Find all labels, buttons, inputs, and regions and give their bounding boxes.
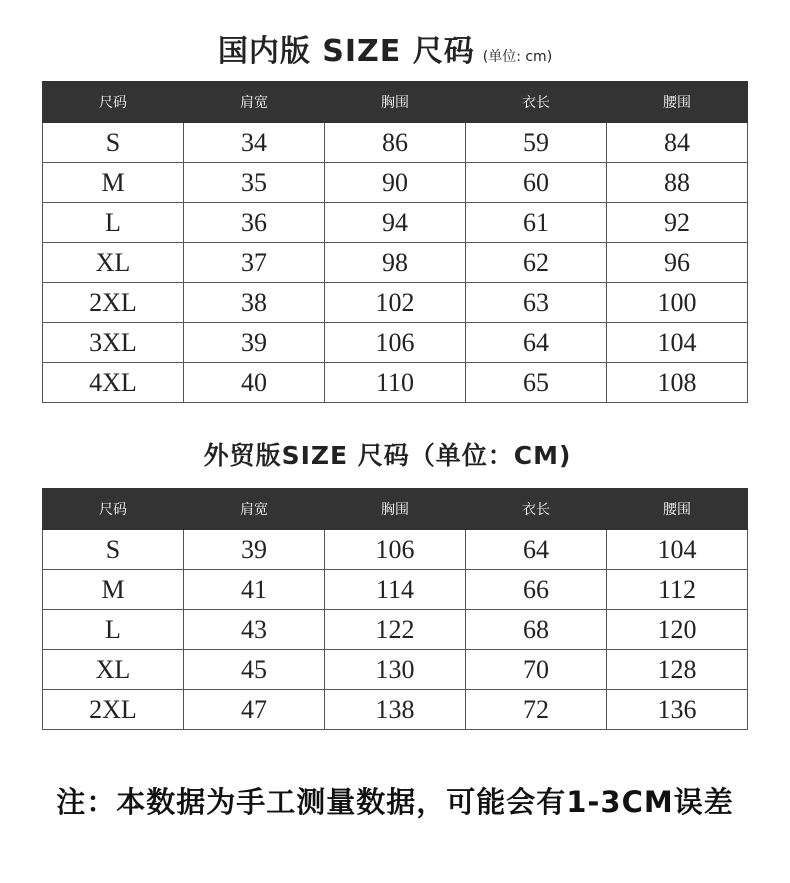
- header-cell-shoulder: 肩宽: [184, 489, 325, 530]
- table-cell: 104: [607, 530, 748, 570]
- table-row: [43, 203, 748, 243]
- table-cell: 98: [325, 243, 466, 283]
- table-cell: 65: [466, 363, 607, 403]
- table-cell: 60: [466, 163, 607, 203]
- table-cell: 114: [325, 570, 466, 610]
- table-cell: 122: [325, 610, 466, 650]
- table-cell: M: [43, 163, 184, 203]
- table-cell: 88: [607, 163, 748, 203]
- table-cell: 90: [325, 163, 466, 203]
- table-header-row: [43, 82, 748, 123]
- table-cell: 66: [466, 570, 607, 610]
- header-cell-chest: 胸围: [325, 82, 466, 123]
- table-cell: 41: [184, 570, 325, 610]
- header-cell-length: 衣长: [466, 489, 607, 530]
- table-cell: 86: [325, 123, 466, 163]
- domestic-size-table: [42, 81, 748, 403]
- table-cell: 2XL: [43, 690, 184, 730]
- table-cell: 94: [325, 203, 466, 243]
- table-row: [43, 283, 748, 323]
- table-cell: 72: [466, 690, 607, 730]
- domestic-size-title: [0, 26, 770, 70]
- table-cell: 37: [184, 243, 325, 283]
- domestic-title-text: 国内版 SIZE 尺码: [217, 34, 475, 69]
- table-row: [43, 530, 748, 570]
- table-cell: 102: [325, 283, 466, 323]
- table-cell: 36: [184, 203, 325, 243]
- table-cell: 59: [466, 123, 607, 163]
- header-cell-size: 尺码: [43, 82, 184, 123]
- table-cell: 104: [607, 323, 748, 363]
- table-cell: 84: [607, 123, 748, 163]
- table-cell: 106: [325, 323, 466, 363]
- table-cell: 63: [466, 283, 607, 323]
- table-row: [43, 570, 748, 610]
- table-cell: 45: [184, 650, 325, 690]
- header-cell-chest: 胸围: [325, 489, 466, 530]
- table-cell: 61: [466, 203, 607, 243]
- table-header-row: [43, 489, 748, 530]
- table-cell: 128: [607, 650, 748, 690]
- table-cell: 106: [325, 530, 466, 570]
- table-row: [43, 690, 748, 730]
- table-cell: 62: [466, 243, 607, 283]
- table-cell: S: [43, 123, 184, 163]
- table-cell: XL: [43, 650, 184, 690]
- table-cell: 120: [607, 610, 748, 650]
- table-cell: 100: [607, 283, 748, 323]
- table-cell: 64: [466, 323, 607, 363]
- export-size-table: [42, 488, 748, 730]
- table-cell: 130: [325, 650, 466, 690]
- header-cell-length: 衣长: [466, 82, 607, 123]
- table-cell: 112: [607, 570, 748, 610]
- table-cell: 68: [466, 610, 607, 650]
- table-row: [43, 650, 748, 690]
- table-row: [43, 363, 748, 403]
- table-cell: 64: [466, 530, 607, 570]
- table-cell: 138: [325, 690, 466, 730]
- table-cell: 39: [184, 530, 325, 570]
- header-cell-shoulder: 肩宽: [184, 82, 325, 123]
- table-row: [43, 243, 748, 283]
- table-cell: 2XL: [43, 283, 184, 323]
- header-cell-waist: 腰围: [607, 489, 748, 530]
- table-cell: 34: [184, 123, 325, 163]
- table-cell: 4XL: [43, 363, 184, 403]
- domestic-table-body: [43, 123, 748, 403]
- table-cell: 35: [184, 163, 325, 203]
- table-row: [43, 123, 748, 163]
- table-cell: 38: [184, 283, 325, 323]
- export-size-title: 外贸版SIZE 尺码（单位：CM): [203, 441, 572, 470]
- table-row: [43, 610, 748, 650]
- table-cell: L: [43, 203, 184, 243]
- table-cell: XL: [43, 243, 184, 283]
- table-cell: 47: [184, 690, 325, 730]
- table-cell: 96: [607, 243, 748, 283]
- measurement-note: 注：本数据为手工测量数据，可能会有1-3CM误差: [56, 785, 734, 819]
- table-cell: S: [43, 530, 184, 570]
- table-cell: 136: [607, 690, 748, 730]
- table-cell: M: [43, 570, 184, 610]
- domestic-unit-text: (单位: cm): [482, 49, 553, 65]
- header-cell-size: 尺码: [43, 489, 184, 530]
- table-cell: 70: [466, 650, 607, 690]
- export-table-body: [43, 530, 748, 730]
- table-cell: 39: [184, 323, 325, 363]
- table-cell: 108: [607, 363, 748, 403]
- table-cell: L: [43, 610, 184, 650]
- table-cell: 110: [325, 363, 466, 403]
- table-cell: 92: [607, 203, 748, 243]
- table-cell: 43: [184, 610, 325, 650]
- header-cell-waist: 腰围: [607, 82, 748, 123]
- table-row: [43, 163, 748, 203]
- table-cell: 3XL: [43, 323, 184, 363]
- table-row: [43, 323, 748, 363]
- table-cell: 40: [184, 363, 325, 403]
